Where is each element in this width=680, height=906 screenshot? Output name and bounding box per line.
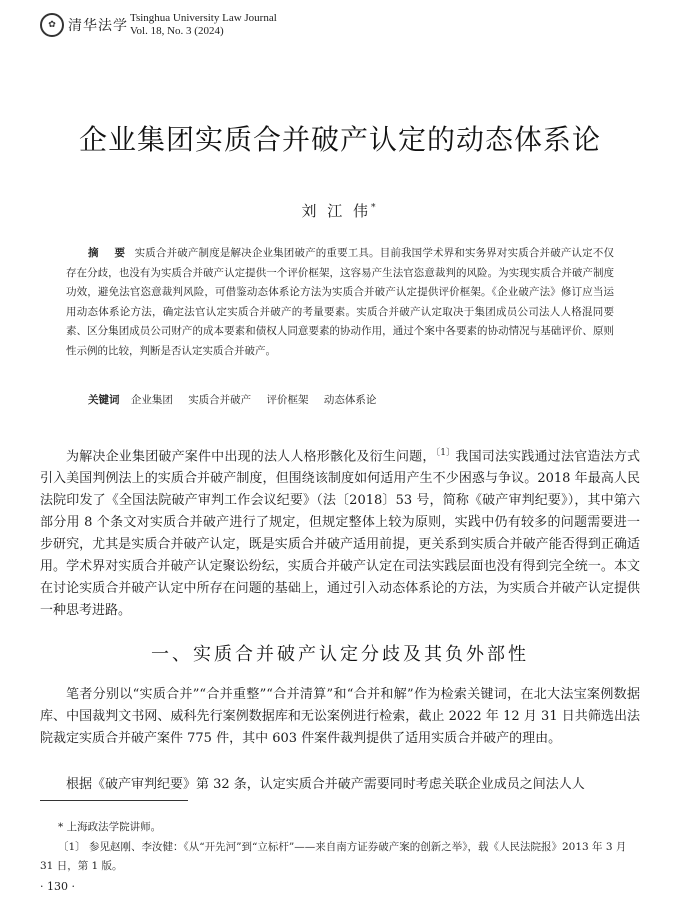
journal-volume: Vol. 18, No. 3 (2024) [130, 25, 224, 37]
author-footnote-mark[interactable]: * [371, 203, 379, 213]
journal-name-en: Tsinghua University Law Journal [130, 12, 277, 24]
section-heading: 一、实质合并破产认定分歧及其负外部性 [151, 644, 529, 665]
abstract-label: 摘 要 [88, 247, 132, 259]
keyword-item: 评价框架 [266, 394, 309, 406]
journal-info [130, 12, 277, 38]
body-paragraph-intro [40, 442, 640, 622]
article-title: 企业集团实质合并破产认定的动态体系论 [78, 123, 601, 156]
footnote-1: 〔1〕 参见赵刚、李汝健：《从“开先河”到“立标杆”——来自南方证券破产案的创新之举》，载《人民法院报》2013 年 3 月 31 日，第 1 版。 [40, 841, 627, 872]
footnote-divider [40, 800, 188, 801]
author-line [0, 200, 680, 221]
footnote-ref-1[interactable]: 〔1〕 [435, 448, 456, 458]
author-name: 刘 江 伟 [301, 202, 372, 220]
abstract-text: 实质合并破产制度是解决企业集团破产的重要工具。目前我国学术界和实务界对实质合并破产认定不仅存在分歧，也没有为实质合并破产认定提供一个评价框架，这容易产生法官恣意裁判的风险。为实现实质合并破产制度功效，避免法官恣意裁判风险，可借鉴动态体系论方法为实质合并破产认定提供评价框架。《企业破产法》修订应当运用动态体系论方法，确定法官认定实质合并破产的考量要素。实质合并破产认定取决于集团成员公司法人人格混同要素、区分集团成员公司财产的成本要素和债权人同意要素的协动作用，通过个案中各要素的协动情况与基础评价、原则性示例的比较，判断是否认定实质合并破产。 [66, 247, 614, 357]
journal-header [40, 8, 277, 42]
keywords-line [88, 392, 388, 407]
journal-seal-logo: ✿ [40, 13, 64, 37]
keywords-label: 关键词 [88, 394, 120, 406]
paragraph-text: 我国司法实践通过法官造法方式引入美国判例法上的实质合并破产制度，但围绕该制度如何适用产生不少困惑与争议。2018 年最高人民法院印发了《全国法院破产审判工作会议纪要》（法〔2018〕53 号，简称《破产审判纪要》），其中第六部分用 8 个条文对实质合并破产进行了规定，但规定整体上较为原则，实践中仍有较多的问题需要进一步研究，尤其是实质合并破产认定，既是实质合并破产适用前提，更关系到实质合并破产能否得到正确适用。学术界对实质合并破产认定聚讼纷纭，实质合并破产认定在司法实践层面也没有得到完全统一。本文在讨论实质合并破产认定中所存在问题的基础上，通过引入动态体系论的方法，为实质合并破产认定提供一种思考进路。 [40, 449, 640, 619]
journal-name-cn: 清华法学 [68, 18, 128, 34]
body-paragraph: 笔者分别以“实质合并”“合并重整”“合并清算”和“合并和解”作为检索关键词，在北大法宝案例数据库、中国裁判文书网、威科先行案例数据库和无讼案例进行检索，截止 2022 年 12 月 31 日共筛选出法院裁定实质合并破产案件 775 件，其中 603 件案件裁判提供了适用实质合并破产的理由。 [40, 687, 640, 746]
paragraph-text: 为解决企业集团破产案件中出现的法人人格形骸化及衍生问题， [66, 449, 436, 465]
page-number: · 130 · [40, 880, 75, 893]
keyword-item: 企业集团 [130, 394, 173, 406]
keyword-item: 实质合并破产 [188, 394, 252, 406]
body-paragraph: 根据《破产审判纪要》第 32 条，认定实质合并破产需要同时考虑关联企业成员之间法人人 [66, 777, 585, 792]
abstract-block [66, 244, 614, 361]
keyword-item: 动态体系论 [323, 394, 377, 406]
footnote-author: * 上海政法学院讲师。 [58, 821, 162, 833]
